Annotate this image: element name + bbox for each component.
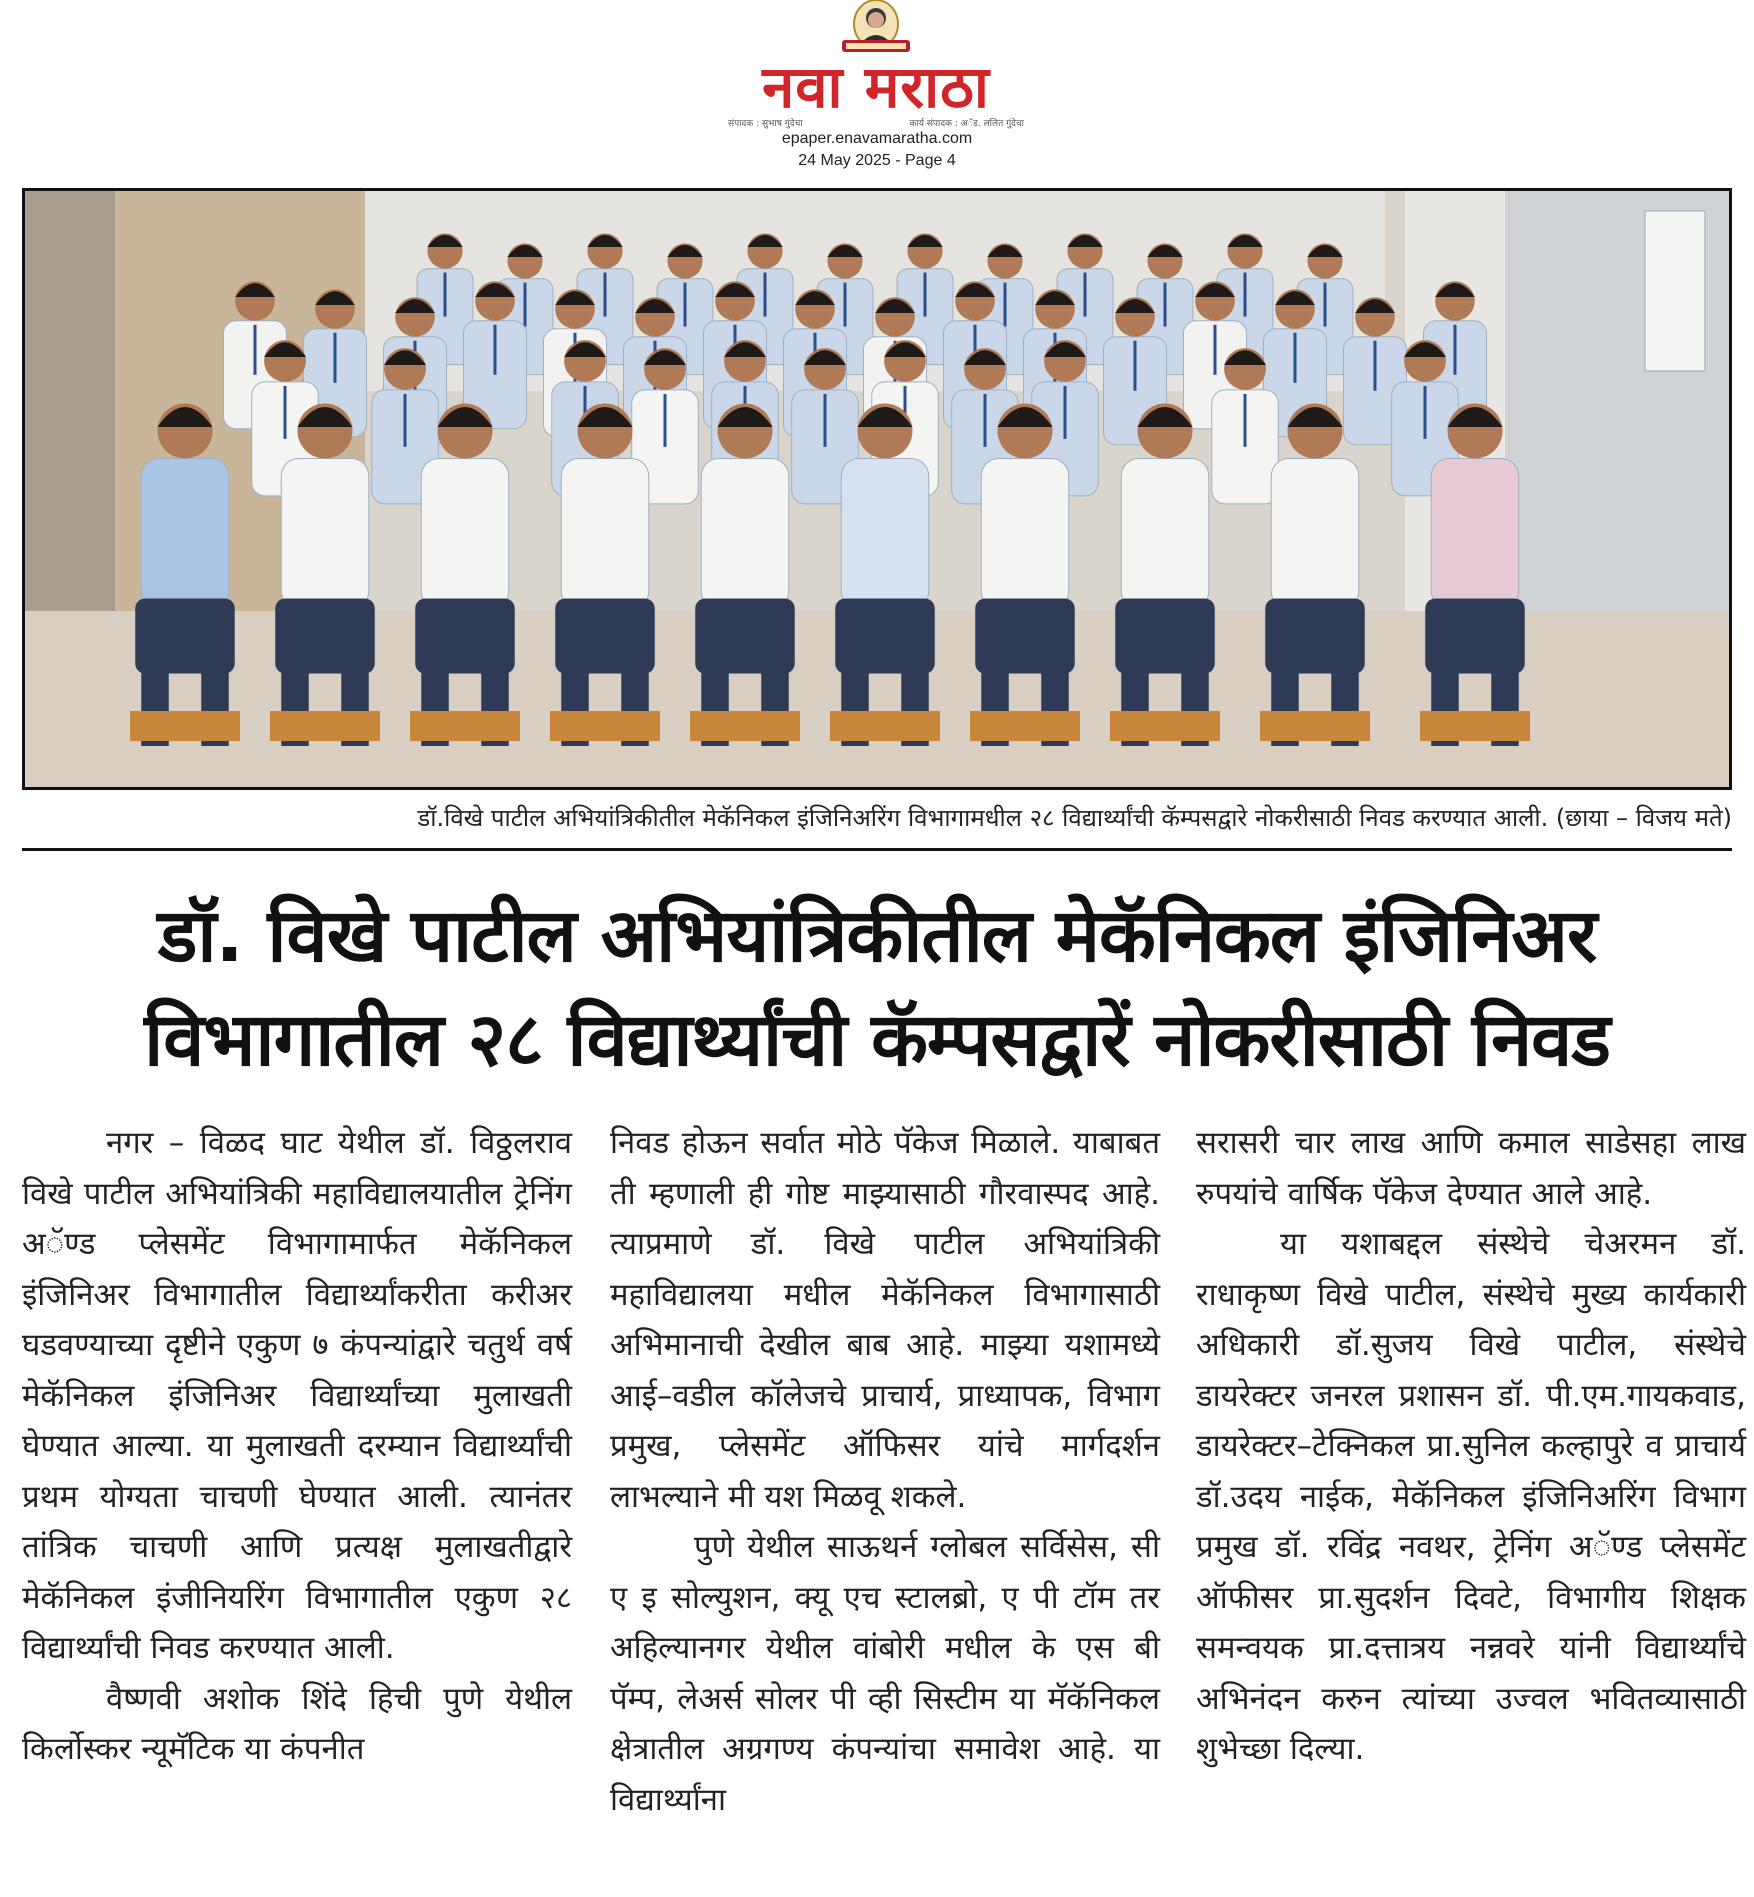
chair (830, 711, 940, 741)
article-paragraph: नगर – विळद घाट येथील डॉ. विठ्ठलराव विखे पाटील अभियांत्रिकी महाविद्यालयातील ट्रेनिंग अॅण्ड प्लेसमेंट विभागामार्फत मेकॅनिकल इंजिनिअर विभागातील विद्यार्थ्यांकरीता करीअर घडवण्याच्या दृष्टीने एकुण ७ कंपन्यांद्वारे चतुर्थ वर्ष मेकॅनिकल इंजिनिअर विद्यार्थ्यांच्या मुलाखती घेण्यात आल्या. या मुलाखती दरम्यान विद्यार्थ्यांची प्रथम योग्यता चाचणी घेण्यात आली. त्यानंतर तांत्रिक चाचणी आणि प्रत्यक्ष मुलाखतीद्वारे मेकॅनिकल इंजीनियरिंग विभागातील एकुण २८ विद्यार्थ्यांची निवड करण्यात आली. (22, 1125, 572, 1666)
paper-name: नवा मराठा (762, 53, 990, 121)
chair (1110, 711, 1220, 741)
article-paragraph: वैष्णवी अशोक शिंदे हिची पुणे येथील किर्लोस्कर न्यूमॅटिक या कंपनीत (22, 1680, 572, 1767)
headline (22, 884, 1732, 1092)
edition-date: 24 May 2025 - Page 4 (798, 152, 956, 169)
article-paragraph: निवड होऊन सर्वात मोठे पॅकेज मिळाले. याबाबत ती म्हणाली ही गोष्ट माझ्यासाठी गौरवास्पद आहे. त्याप्रमाणे डॉ. विखे पाटील अभियांत्रिकी महाविद्यालया मधील मेकॅनिकल विभागासाठी अभिमानाची देखील बाब आहे. माझ्या यशामध्ये आई–वडील कॉलेजचे प्राचार्य, प्राध्यापक, विभाग प्रमुख, प्लेसमेंट ऑफिसर यांचे मार्गदर्शन लाभल्याने मी यश मिळवू शकले. (610, 1125, 1160, 1515)
executive-editor-credit: कार्य संपादक : अॅड. ललित गुंदेचा (909, 119, 1024, 129)
caption-divider (22, 848, 1732, 851)
chair (550, 711, 660, 741)
headline-line-2: विभागातील २८ विद्यार्थ्यांची कॅम्पसद्वारें नोकरीसाठी निवड (144, 997, 1610, 1083)
epaper-url: epaper.enavamaratha.com (781, 130, 973, 147)
chair (410, 711, 520, 741)
photo-caption: डॉ.विखे पाटील अभियांत्रिकीतील मेकॅनिकल इंजिनिअरिंग विभागामधील २८ विद्यार्थ्यांची कॅम्पसद्वारे नोकरीसाठी निवड करण्यात आली. (छाया – विजय मते) (417, 804, 1732, 832)
article-column-2 (610, 1118, 1160, 1825)
chair (130, 711, 240, 741)
article-paragraph: सरासरी चार लाख आणि कमाल साडेसहा लाख रुपयांचे वार्षिक पॅकेज देण्यात आले आहे. (1196, 1125, 1746, 1212)
article-column-3 (1196, 1118, 1746, 1775)
newspaper-logo (724, 0, 1028, 130)
group-photo (22, 188, 1732, 790)
headline-line-1: डॉ. विखे पाटील अभियांत्रिकीतील मेकॅनिकल इंजिनिअर (157, 893, 1597, 979)
article-paragraph: पुणे येथील साऊथर्न ग्लोबल सर्विसेस, सी ए इ सोल्युशन, क्यू एच स्टालब्रो, ए पी टॉम तर अहिल्यानगर येथील वांबोरी मधील के एस बी पॅम्प, लेअर्स सोलर पी व्ही सिस्टीम या मॅकॅनिकल क्षेत्रातील अग्रगण्य कंपन्यांचा समावेश आहे. या विद्यार्थ्यांना (610, 1529, 1160, 1818)
group-photo-illustration (25, 191, 1729, 787)
chair (270, 711, 380, 741)
chair (970, 711, 1080, 741)
masthead (0, 0, 1754, 180)
chair (1260, 711, 1370, 741)
chair (690, 711, 800, 741)
article-column-1 (22, 1118, 572, 1775)
photo-notice-board (1645, 211, 1705, 371)
article-paragraph: या यशाबद्दल संस्थेचे चेअरमन डॉ. राधाकृष्ण विखे पाटील, संस्थेचे मुख्य कार्यकारी अधिकारी डॉ.सुजय विखे पाटील, संस्थेचे डायरेक्टर जनरल प्रशासन डॉ. पी.एम.गायकवाड, डायरेक्टर–टेक्निकल प्रा.सुनिल कल्हापुरे व प्राचार्य डॉ.उदय नाईक, मेकॅनिकल इंजिनिअरिंग विभाग प्रमुख डॉ. रविंद्र नवथर, ट्रेनिंग अॅण्ड प्लेसमेंट ऑफीसर प्रा.सुदर्शन दिवटे, विभागीय शिक्षक समन्वयक प्रा.दत्तात्रय नन्नवरे यांनी विद्यार्थ्यांचे अभिनंदन करुन त्यांच्या उज्वल भवितव्यासाठी शुभेच्छा दिल्या. (1196, 1226, 1746, 1767)
chair (1420, 711, 1530, 741)
editor-credit: संपादक : सुभाष गुंदेचा (728, 119, 803, 129)
